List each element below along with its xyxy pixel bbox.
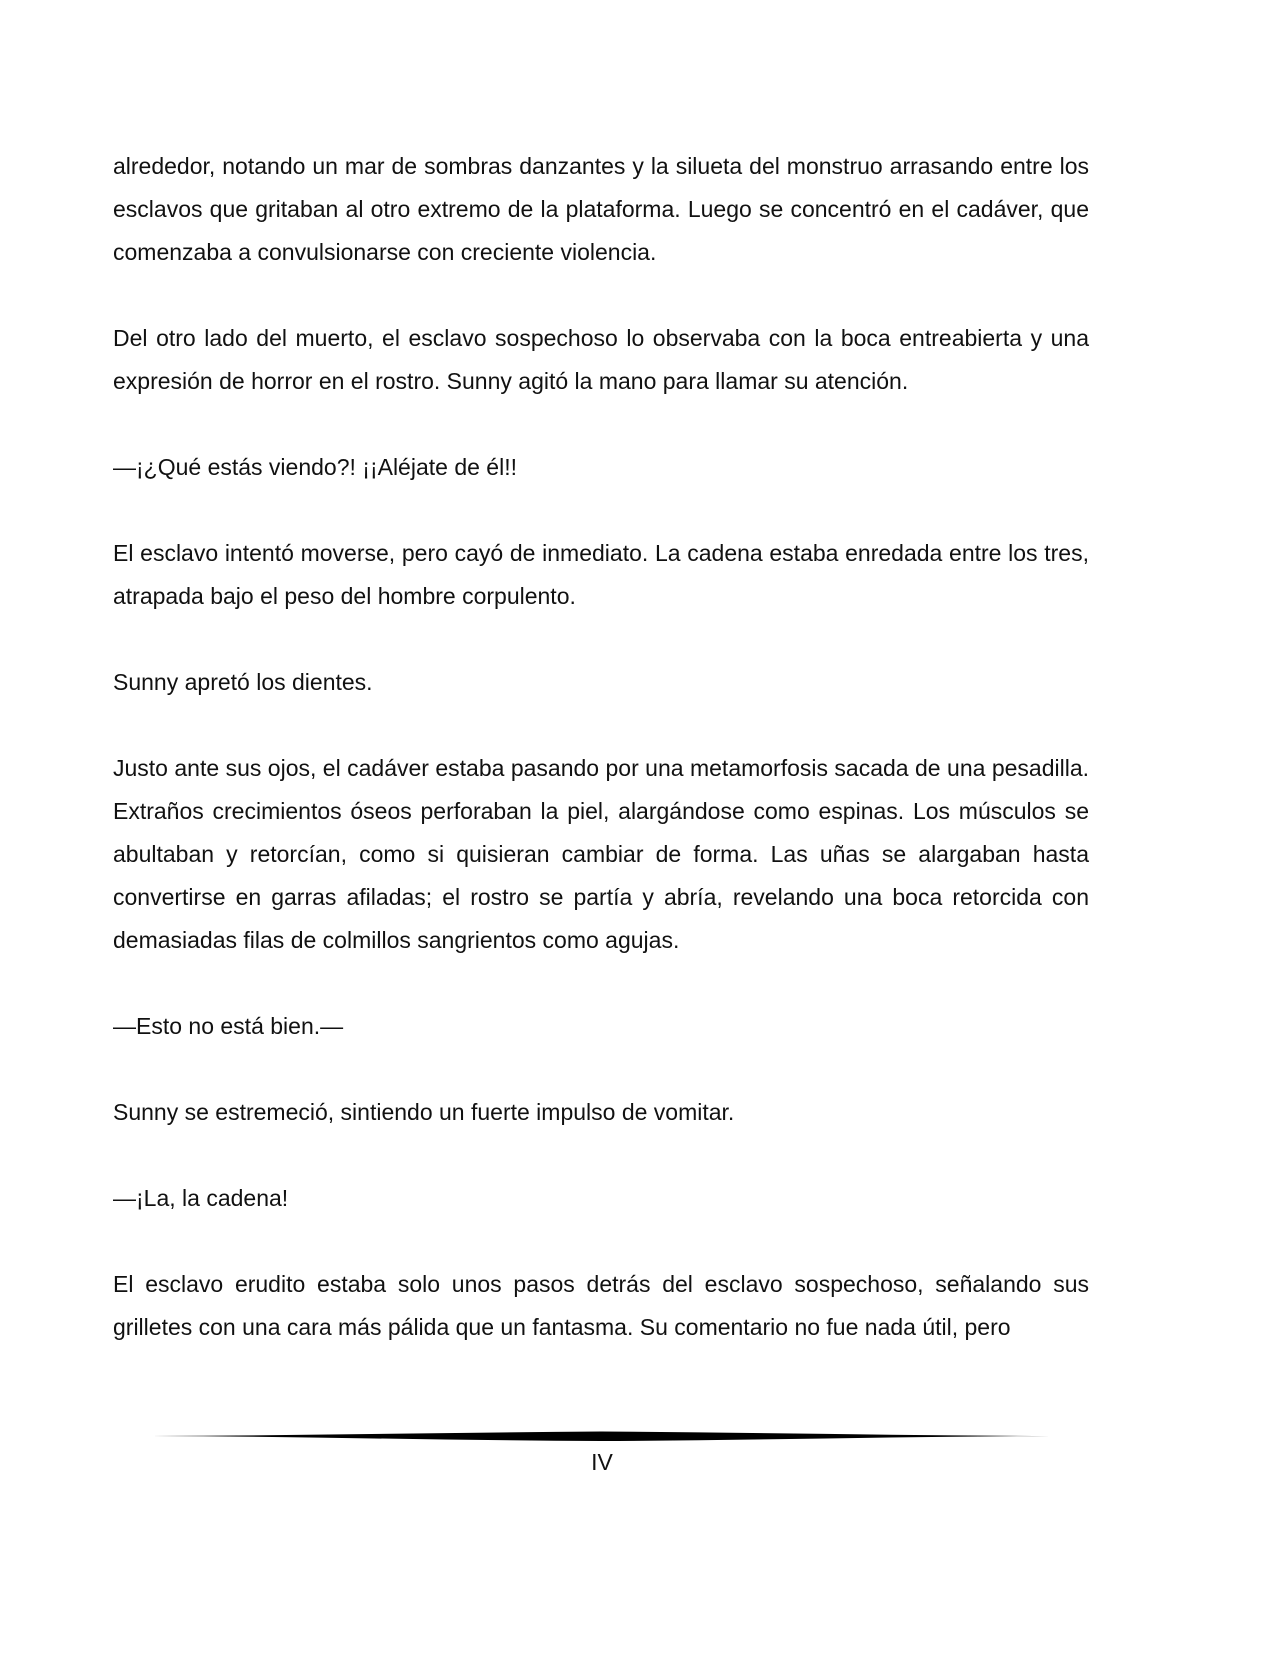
- paragraph-5: Sunny apretó los dientes.: [113, 669, 373, 695]
- body-text: [113, 145, 1089, 1349]
- page-number: IV: [591, 1449, 613, 1475]
- paragraph-2: Del otro lado del muerto, el esclavo sospechoso lo observaba con la boca entreabierta y una expresión de horror en el rostro. Sunny agitó la mano para llamar su atención.: [113, 325, 1089, 394]
- paragraph-1: alrededor, notando un mar de sombras danzantes y la silueta del monstruo arrasando entre los esclavos que gritaban al otro extremo de la plataforma. Luego se concentró en el cadáver, que comenzaba a convulsionarse con creciente violencia.: [113, 153, 1089, 265]
- paragraph-8: Sunny se estremeció, sintiendo un fuerte impulso de vomitar.: [113, 1099, 735, 1125]
- paragraph-9: —¡La, la cadena!: [113, 1185, 289, 1211]
- paragraph-3: —¡¿Qué estás viendo?! ¡¡Aléjate de él!!: [113, 454, 517, 480]
- footer-divider: [152, 1430, 1050, 1442]
- paragraph-10: El esclavo erudito estaba solo unos pasos detrás del esclavo sospechoso, señalando sus grilletes con una cara más pálida que un fantasma. Su comentario no fue nada útil, pero: [113, 1271, 1089, 1340]
- paragraph-4: El esclavo intentó moverse, pero cayó de inmediato. La cadena estaba enredada entre los tres, atrapada bajo el peso del hombre corpulento.: [113, 540, 1089, 609]
- paragraph-7: —Esto no está bien.—: [113, 1013, 344, 1039]
- paragraph-6: Justo ante sus ojos, el cadáver estaba pasando por una metamorfosis sacada de una pesadilla. Extraños crecimientos óseos perforaban la piel, alargándose como espinas. Los músculos se abultaban y retorcían, como si quisieran cambiar de forma. Las uñas se alargaban hasta convertirse en garras afiladas; el rostro se partía y abría, revelando una boca retorcida con demasiadas filas de colmillos sangrientos como agujas.: [113, 755, 1089, 953]
